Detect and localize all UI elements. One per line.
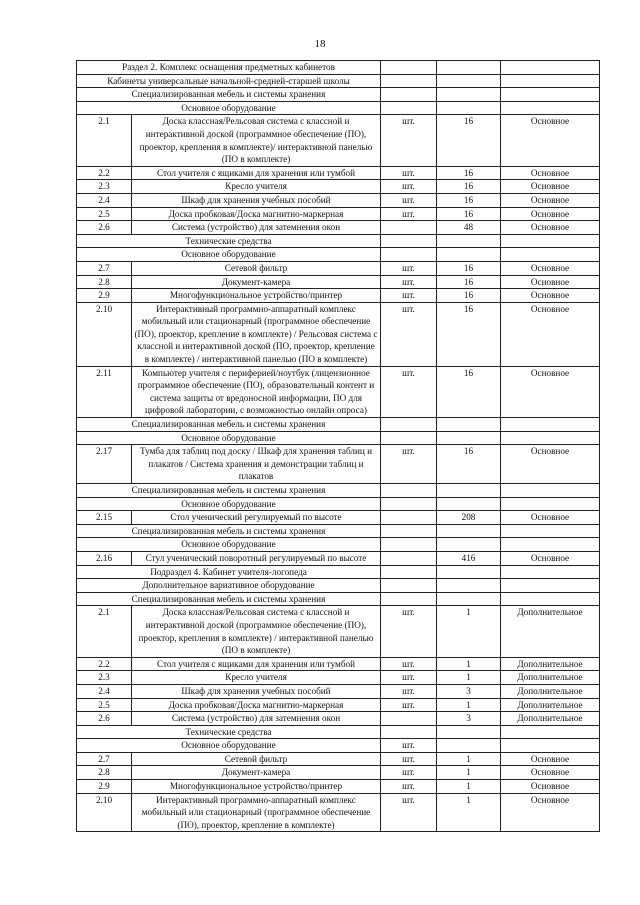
quantity-cell: 1 — [437, 657, 501, 671]
item-name-cell: Система (устройство) для затемнения окон — [132, 712, 381, 726]
unit-cell: шт. — [381, 766, 437, 780]
item-name-cell: Сетевой фильтр — [132, 261, 381, 275]
table-row — [77, 793, 600, 832]
item-number-cell: 2.5 — [77, 698, 132, 712]
equipment-type-cell: Основное — [501, 207, 600, 221]
equipment-type-cell — [501, 739, 600, 753]
section-heading: Подраздел 4. Кабинет учителя-логопеда — [77, 565, 381, 579]
equipment-type-cell: Дополнительное — [501, 671, 600, 685]
unit-cell: шт. — [381, 115, 437, 166]
quantity-cell — [437, 538, 501, 552]
unit-cell — [381, 234, 437, 248]
section-heading-row — [77, 431, 600, 445]
section-heading: Специализированная мебель и системы хранения — [77, 418, 381, 432]
quantity-cell: 16 — [437, 275, 501, 289]
section-heading-row — [77, 565, 600, 579]
item-name-cell: Кресло учителя — [132, 671, 381, 685]
item-number-cell: 2.16 — [77, 551, 132, 565]
section-heading-row — [77, 484, 600, 498]
item-name-cell: Сетевой фильтр — [132, 752, 381, 766]
unit-cell: шт. — [381, 671, 437, 685]
equipment-type-cell — [501, 565, 600, 579]
page-number: 18 — [314, 38, 326, 50]
quantity-cell: 1 — [437, 671, 501, 685]
table-row — [77, 511, 600, 525]
item-number-cell: 2.10 — [77, 793, 132, 832]
quantity-cell: 208 — [437, 511, 501, 525]
equipment-type-cell: Дополнительное — [501, 712, 600, 726]
table-row — [77, 780, 600, 794]
unit-cell: шт. — [381, 180, 437, 194]
item-number-cell: 2.7 — [77, 261, 132, 275]
equipment-type-cell — [501, 61, 600, 75]
equipment-type-cell: Основное — [501, 511, 600, 525]
equipment-type-cell: Основное — [501, 445, 600, 484]
item-number-cell: 2.6 — [77, 221, 132, 235]
unit-cell: шт. — [381, 302, 437, 366]
item-number-cell: 2.2 — [77, 166, 132, 180]
section-heading-row — [77, 88, 600, 102]
equipment-type-cell: Основное — [501, 366, 600, 417]
unit-cell — [381, 61, 437, 75]
quantity-cell — [437, 248, 501, 262]
table-row — [77, 712, 600, 726]
section-heading-row — [77, 538, 600, 552]
section-heading-row — [77, 61, 600, 75]
item-name-cell: Интерактивный программно-аппаратный комплекс мобильный или стационарный (программное обеспечение (ПО), проектор, крепление в комплекте) — [132, 793, 381, 832]
item-name-cell: Доска пробковая/Доска магнитно-маркерная — [132, 207, 381, 221]
item-name-cell: Компьютер учителя с периферией/ноутбук (лицензионное программное обеспечение (ПО), образовательный контент и система защиты от вредоносной информации, ПО для цифровой лаборатории, с возможностью онлайн опроса) — [132, 366, 381, 417]
unit-cell — [381, 551, 437, 565]
equipment-type-cell: Основное — [501, 193, 600, 207]
unit-cell — [381, 565, 437, 579]
quantity-cell: 16 — [437, 180, 501, 194]
equipment-type-cell — [501, 592, 600, 606]
section-heading: Дополнительное вариативное оборудование — [77, 579, 381, 593]
item-name-cell: Стул ученический поворотный регулируемый по высоте — [132, 551, 381, 565]
table-row — [77, 445, 600, 484]
quantity-cell: 16 — [437, 302, 501, 366]
table-row — [77, 752, 600, 766]
quantity-cell: 16 — [437, 207, 501, 221]
item-number-cell: 2.9 — [77, 780, 132, 794]
equipment-type-cell — [501, 88, 600, 102]
item-name-cell: Доска классная/Рельсовая система с классной и интерактивной доской (программное обеспечение (ПО), проектор, крепления в комплекте) / интерактивной панелью (ПО в комплекте) — [132, 606, 381, 657]
equipment-type-cell: Основное — [501, 780, 600, 794]
unit-cell — [381, 725, 437, 739]
section-heading-row — [77, 592, 600, 606]
section-heading-row — [77, 101, 600, 115]
unit-cell — [381, 248, 437, 262]
quantity-cell: 1 — [437, 766, 501, 780]
table-row — [77, 166, 600, 180]
quantity-cell — [437, 234, 501, 248]
unit-cell — [381, 538, 437, 552]
section-heading: Специализированная мебель и системы хранения — [77, 592, 381, 606]
quantity-cell — [437, 418, 501, 432]
item-name-cell: Шкаф для хранения учебных пособий — [132, 193, 381, 207]
equipment-type-cell — [501, 579, 600, 593]
table-row — [77, 606, 600, 657]
section-heading-row — [77, 739, 600, 753]
section-heading: Технические средства — [77, 234, 381, 248]
section-heading-row — [77, 579, 600, 593]
quantity-cell — [437, 497, 501, 511]
table-row — [77, 671, 600, 685]
unit-cell — [381, 592, 437, 606]
equipment-table-body — [77, 61, 600, 832]
equipment-type-cell: Основное — [501, 115, 600, 166]
unit-cell — [381, 221, 437, 235]
equipment-type-cell: Основное — [501, 766, 600, 780]
item-number-cell: 2.7 — [77, 752, 132, 766]
equipment-type-cell — [501, 101, 600, 115]
unit-cell: шт. — [381, 606, 437, 657]
item-number-cell: 2.2 — [77, 657, 132, 671]
table-row — [77, 684, 600, 698]
table-row — [77, 366, 600, 417]
item-number-cell: 2.6 — [77, 712, 132, 726]
equipment-type-cell: Основное — [501, 180, 600, 194]
quantity-cell — [437, 431, 501, 445]
section-heading: Основное оборудование — [77, 739, 381, 753]
quantity-cell: 16 — [437, 445, 501, 484]
item-number-cell: 2.9 — [77, 289, 132, 303]
table-row — [77, 115, 600, 166]
section-heading-row — [77, 497, 600, 511]
equipment-type-cell — [501, 524, 600, 538]
unit-cell: шт. — [381, 207, 437, 221]
equipment-table — [76, 60, 600, 832]
section-heading-row — [77, 725, 600, 739]
section-heading: Специализированная мебель и системы хранения — [77, 88, 381, 102]
unit-cell: шт. — [381, 793, 437, 832]
item-number-cell: 2.3 — [77, 180, 132, 194]
item-number-cell: 2.4 — [77, 684, 132, 698]
quantity-cell: 3 — [437, 712, 501, 726]
table-row — [77, 698, 600, 712]
section-heading: Основное оборудование — [77, 248, 381, 262]
item-name-cell: Стол ученический регулируемый по высоте — [132, 511, 381, 525]
section-heading-row — [77, 524, 600, 538]
table-row — [77, 302, 600, 366]
item-number-cell: 2.1 — [77, 115, 132, 166]
section-heading: Основное оборудование — [77, 538, 381, 552]
equipment-type-cell: Основное — [501, 752, 600, 766]
quantity-cell: 3 — [437, 684, 501, 698]
item-number-cell: 2.4 — [77, 193, 132, 207]
equipment-type-cell — [501, 234, 600, 248]
unit-cell: шт. — [381, 684, 437, 698]
table-row — [77, 261, 600, 275]
quantity-cell — [437, 484, 501, 498]
table-row — [77, 766, 600, 780]
item-number-cell: 2.10 — [77, 302, 132, 366]
equipment-type-cell: Дополнительное — [501, 698, 600, 712]
item-number-cell: 2.8 — [77, 275, 132, 289]
item-number-cell: 2.3 — [77, 671, 132, 685]
quantity-cell — [437, 579, 501, 593]
table-row — [77, 221, 600, 235]
item-name-cell: Стол учителя с ящиками для хранения или тумбой — [132, 166, 381, 180]
equipment-type-cell: Дополнительное — [501, 606, 600, 657]
item-name-cell: Кресло учителя — [132, 180, 381, 194]
unit-cell: шт. — [381, 698, 437, 712]
unit-cell — [381, 418, 437, 432]
quantity-cell — [437, 565, 501, 579]
equipment-type-cell — [501, 538, 600, 552]
quantity-cell: 16 — [437, 289, 501, 303]
quantity-cell — [437, 524, 501, 538]
equipment-type-cell: Основное — [501, 166, 600, 180]
table-row — [77, 180, 600, 194]
item-number-cell: 2.11 — [77, 366, 132, 417]
quantity-cell: 1 — [437, 698, 501, 712]
section-heading: Технические средства — [77, 725, 381, 739]
unit-cell: шт. — [381, 780, 437, 794]
equipment-type-cell: Основное — [501, 221, 600, 235]
unit-cell — [381, 579, 437, 593]
section-heading: Кабинеты универсальные начальной-средней-старшей школы — [77, 74, 381, 88]
item-name-cell: Доска пробковая/Доска магнитно-маркерная — [132, 698, 381, 712]
item-number-cell: 2.8 — [77, 766, 132, 780]
item-name-cell: Стол учителя с ящиками для хранения или тумбой — [132, 657, 381, 671]
item-number-cell: 2.15 — [77, 511, 132, 525]
section-heading: Специализированная мебель и системы хранения — [77, 484, 381, 498]
unit-cell: шт. — [381, 445, 437, 484]
unit-cell: шт. — [381, 261, 437, 275]
unit-cell — [381, 431, 437, 445]
equipment-type-cell — [501, 248, 600, 262]
quantity-cell: 1 — [437, 780, 501, 794]
table-row — [77, 275, 600, 289]
item-name-cell: Многофункциональное устройство/принтер — [132, 780, 381, 794]
quantity-cell — [437, 725, 501, 739]
item-name-cell: Система (устройство) для затемнения окон — [132, 221, 381, 235]
table-row — [77, 193, 600, 207]
equipment-type-cell — [501, 74, 600, 88]
quantity-cell: 16 — [437, 366, 501, 417]
quantity-cell — [437, 74, 501, 88]
quantity-cell: 1 — [437, 606, 501, 657]
quantity-cell: 1 — [437, 752, 501, 766]
section-heading-row — [77, 74, 600, 88]
section-heading: Раздел 2. Комплекс оснащения предметных кабинетов — [77, 61, 381, 75]
equipment-type-cell — [501, 431, 600, 445]
unit-cell — [381, 101, 437, 115]
equipment-type-cell: Основное — [501, 551, 600, 565]
table-row — [77, 289, 600, 303]
unit-cell: шт. — [381, 657, 437, 671]
equipment-type-cell: Дополнительное — [501, 657, 600, 671]
item-name-cell: Доска классная/Рельсовая система с классной и интерактивной доской (программное обеспечение (ПО), проектор, крепления в комплекте)/ интерактивной панелью (ПО в комплекте) — [132, 115, 381, 166]
item-number-cell: 2.1 — [77, 606, 132, 657]
quantity-cell: 416 — [437, 551, 501, 565]
section-heading-row — [77, 248, 600, 262]
section-heading: Основное оборудование — [77, 101, 381, 115]
quantity-cell: 16 — [437, 261, 501, 275]
quantity-cell — [437, 592, 501, 606]
equipment-type-cell: Основное — [501, 261, 600, 275]
unit-cell — [381, 497, 437, 511]
equipment-type-cell — [501, 418, 600, 432]
equipment-type-cell: Основное — [501, 793, 600, 832]
quantity-cell — [437, 61, 501, 75]
section-heading: Специализированная мебель и системы хранения — [77, 524, 381, 538]
item-name-cell: Интерактивный программно-аппаратный комплекс мобильный или стационарный (программное обеспечение (ПО), проектор, крепление в комплекте) / Рельсовая система с классной и интерактивной доской (ПО, проектор, крепление в комплекте) / интерактивной панелью (ПО в комплекте) — [132, 302, 381, 366]
unit-cell — [381, 524, 437, 538]
unit-cell — [381, 74, 437, 88]
unit-cell — [381, 484, 437, 498]
equipment-type-cell — [501, 725, 600, 739]
table-row — [77, 207, 600, 221]
table-row — [77, 657, 600, 671]
unit-cell: шт. — [381, 752, 437, 766]
unit-cell: шт. — [381, 739, 437, 753]
item-name-cell: Тумба для таблиц под доску / Шкаф для хранения таблиц и плакатов / Система хранения и демонстрации таблиц и плакатов — [132, 445, 381, 484]
equipment-type-cell — [501, 497, 600, 511]
quantity-cell: 48 — [437, 221, 501, 235]
quantity-cell — [437, 739, 501, 753]
unit-cell: шт. — [381, 166, 437, 180]
unit-cell: шт. — [381, 366, 437, 417]
unit-cell — [381, 712, 437, 726]
quantity-cell — [437, 101, 501, 115]
item-name-cell: Документ-камера — [132, 275, 381, 289]
unit-cell — [381, 88, 437, 102]
section-heading-row — [77, 418, 600, 432]
equipment-type-cell: Основное — [501, 275, 600, 289]
item-name-cell: Многофункциональное устройство/принтер — [132, 289, 381, 303]
table-row — [77, 551, 600, 565]
unit-cell: шт. — [381, 193, 437, 207]
equipment-type-cell: Основное — [501, 302, 600, 366]
equipment-type-cell — [501, 484, 600, 498]
equipment-type-cell: Дополнительное — [501, 684, 600, 698]
item-name-cell: Шкаф для хранения учебных пособий — [132, 684, 381, 698]
section-heading-row — [77, 234, 600, 248]
section-heading: Основное оборудование — [77, 497, 381, 511]
quantity-cell: 16 — [437, 193, 501, 207]
item-number-cell: 2.17 — [77, 445, 132, 484]
item-name-cell: Документ-камера — [132, 766, 381, 780]
item-number-cell: 2.5 — [77, 207, 132, 221]
quantity-cell: 16 — [437, 115, 501, 166]
equipment-type-cell: Основное — [501, 289, 600, 303]
quantity-cell: 1 — [437, 793, 501, 832]
unit-cell: шт. — [381, 289, 437, 303]
unit-cell — [381, 511, 437, 525]
section-heading: Основное оборудование — [77, 431, 381, 445]
quantity-cell: 16 — [437, 166, 501, 180]
unit-cell: шт. — [381, 275, 437, 289]
quantity-cell — [437, 88, 501, 102]
